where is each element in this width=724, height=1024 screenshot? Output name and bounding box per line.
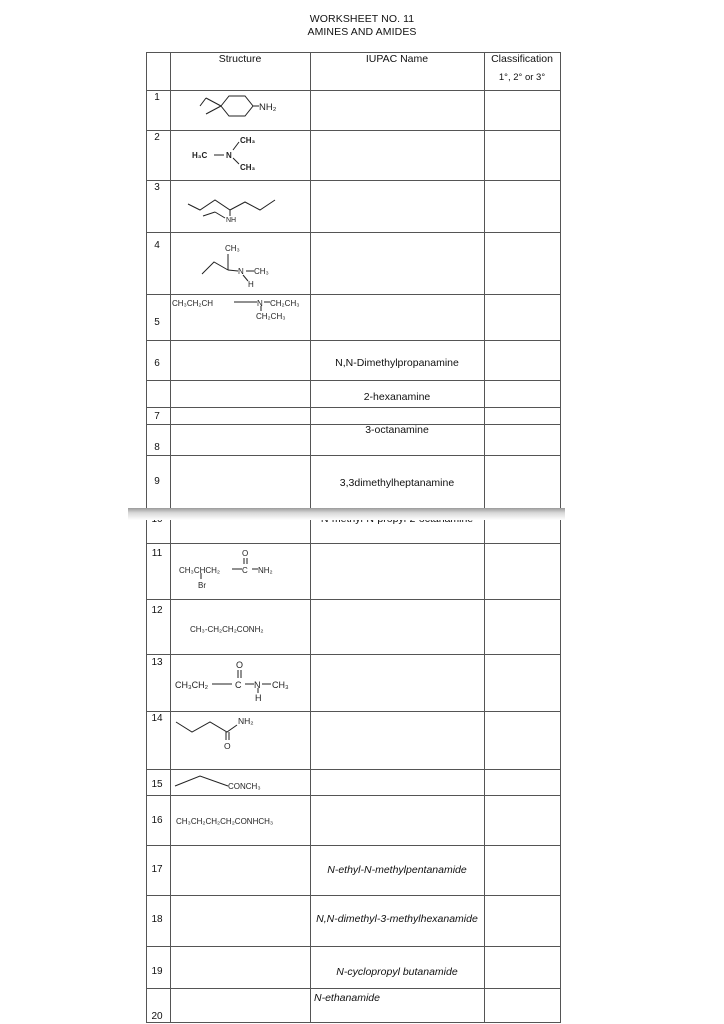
nh2-label: NH₂	[258, 566, 273, 575]
hydrogen-label: H	[255, 693, 262, 703]
header-classification-sub: 1°, 2° or 3°	[498, 72, 546, 83]
nitrogen-label: N	[257, 299, 263, 308]
structure-4	[170, 238, 310, 294]
formula-label: CH₃-CH₂CH₂CONH₂	[190, 625, 264, 634]
structure-15	[170, 772, 310, 792]
condensed-structure	[170, 620, 310, 640]
table-row-divider	[146, 407, 561, 408]
ch3-label: CH₃	[272, 680, 289, 690]
skeletal-structure	[170, 238, 310, 294]
table-row-divider	[146, 380, 561, 381]
condensed-structure	[170, 812, 310, 832]
ch3-label: CH₃	[225, 244, 240, 253]
row-number: 11	[151, 548, 163, 559]
structure-13	[170, 656, 310, 706]
ch2ch3-label: CH₂CH₃	[270, 299, 300, 308]
table-row-divider	[146, 232, 561, 233]
ch3ch2-label: CH₃CH₂	[175, 680, 209, 690]
ch3chch2-label: CH₃CHCH₂	[179, 566, 221, 575]
table-row-divider	[146, 180, 561, 181]
ch3ch2ch-label: CH₃CH₂CH	[172, 299, 214, 308]
table-row-divider	[146, 895, 561, 896]
structure-14	[170, 708, 310, 754]
row-number: 12	[151, 605, 163, 616]
ch3-label: CH₃	[254, 267, 269, 276]
iupac-name-cell: N-cyclopropyl butanamide	[336, 966, 458, 978]
structure-2	[170, 130, 310, 178]
row-number: 8	[154, 442, 160, 453]
table-row-divider	[146, 769, 561, 770]
nitrogen-label: N	[238, 267, 244, 276]
structure-5	[170, 294, 310, 328]
table-row-divider	[146, 795, 561, 796]
iupac-name-cell: 2-hexanamine	[363, 391, 431, 403]
structure-16	[170, 812, 310, 832]
table-column-divider	[484, 52, 485, 1022]
table-row-divider	[146, 845, 561, 846]
row-number: 9	[154, 476, 160, 487]
table-row-divider	[146, 455, 561, 456]
structure-12	[170, 620, 310, 640]
table-column-divider	[560, 52, 561, 1022]
structure-3	[170, 182, 310, 232]
carbon-label: C	[235, 680, 242, 690]
row-number: 16	[151, 815, 163, 826]
iupac-name-cell: 3-octanamine	[365, 424, 429, 436]
table-row-divider	[146, 599, 561, 600]
worksheet-title: WORKSHEET NO. 11	[309, 13, 415, 25]
iupac-name-cell: N-ethyl-N-methylpentanamide	[327, 864, 467, 876]
structure-11	[170, 546, 310, 594]
row-number: 17	[151, 864, 163, 875]
ch3-label: CH₃	[240, 136, 256, 145]
h3c-label: H₃C	[192, 151, 208, 160]
ch3-label: CH₃	[240, 163, 256, 172]
nitrogen-label: N	[254, 680, 261, 690]
nh2-label: NH₂	[259, 102, 277, 113]
ch2ch3-label: CH₂CH₃	[256, 312, 286, 321]
hydrogen-label: H	[248, 280, 254, 289]
table-row-divider	[146, 1022, 561, 1023]
table-row-divider	[146, 543, 561, 544]
row-number: 19	[151, 966, 163, 977]
row-number: 1	[154, 92, 160, 103]
row-number: 6	[154, 358, 160, 369]
oxygen-label: O	[236, 660, 244, 670]
condensed-structure	[170, 656, 310, 706]
row-number: 18	[151, 914, 163, 925]
skeletal-structure	[170, 708, 310, 754]
skeletal-structure	[170, 88, 310, 126]
page-fold-shadow	[128, 508, 565, 520]
worksheet-subtitle: AMINES AND AMIDES	[307, 26, 417, 38]
row-number: 14	[151, 713, 163, 724]
header-iupac-name: IUPAC Name	[365, 53, 429, 65]
condensed-structure	[170, 546, 310, 594]
table-column-divider	[310, 52, 311, 1022]
row-number: 15	[151, 779, 163, 790]
skeletal-structure	[170, 772, 310, 792]
oxygen-label: O	[242, 549, 249, 558]
table-column-divider	[146, 52, 147, 1022]
nitrogen-label: N	[226, 151, 232, 160]
row-number: 2	[154, 132, 160, 143]
skeletal-structure	[170, 182, 310, 232]
row-number: 7	[154, 411, 160, 422]
header-structure: Structure	[218, 53, 262, 65]
table-row-divider	[146, 988, 561, 989]
oxygen-label: O	[224, 741, 231, 751]
condensed-structure	[170, 294, 310, 328]
header-classification: Classification	[491, 53, 553, 65]
table-row-divider	[146, 654, 561, 655]
bromine-label: Br	[198, 581, 206, 590]
nh2-label: NH₂	[238, 716, 254, 726]
table-row-divider	[146, 946, 561, 947]
nh-label: NH	[226, 217, 237, 224]
row-number: 3	[154, 182, 160, 193]
iupac-name-cell: 3,3dimethylheptanamine	[339, 477, 455, 489]
row-number: 20	[151, 1011, 163, 1022]
iupac-name-cell: N,N-dimethyl-3-methylhexanamide	[316, 913, 478, 925]
carbon-label: C	[242, 566, 248, 575]
structure-1	[170, 88, 310, 126]
condensed-structure	[170, 130, 310, 178]
iupac-name-cell: N-ethanamide	[314, 992, 380, 1004]
conch3-label: CONCH₃	[228, 782, 261, 791]
table-row-divider	[146, 340, 561, 341]
row-number: 5	[154, 317, 160, 328]
formula-label: CH₃CH₂CH₂CH₂CONHCH₃	[176, 817, 274, 826]
row-number: 13	[151, 657, 163, 668]
row-number: 4	[154, 240, 160, 251]
iupac-name-cell: N,N-Dimethylpropanamine	[335, 357, 459, 369]
